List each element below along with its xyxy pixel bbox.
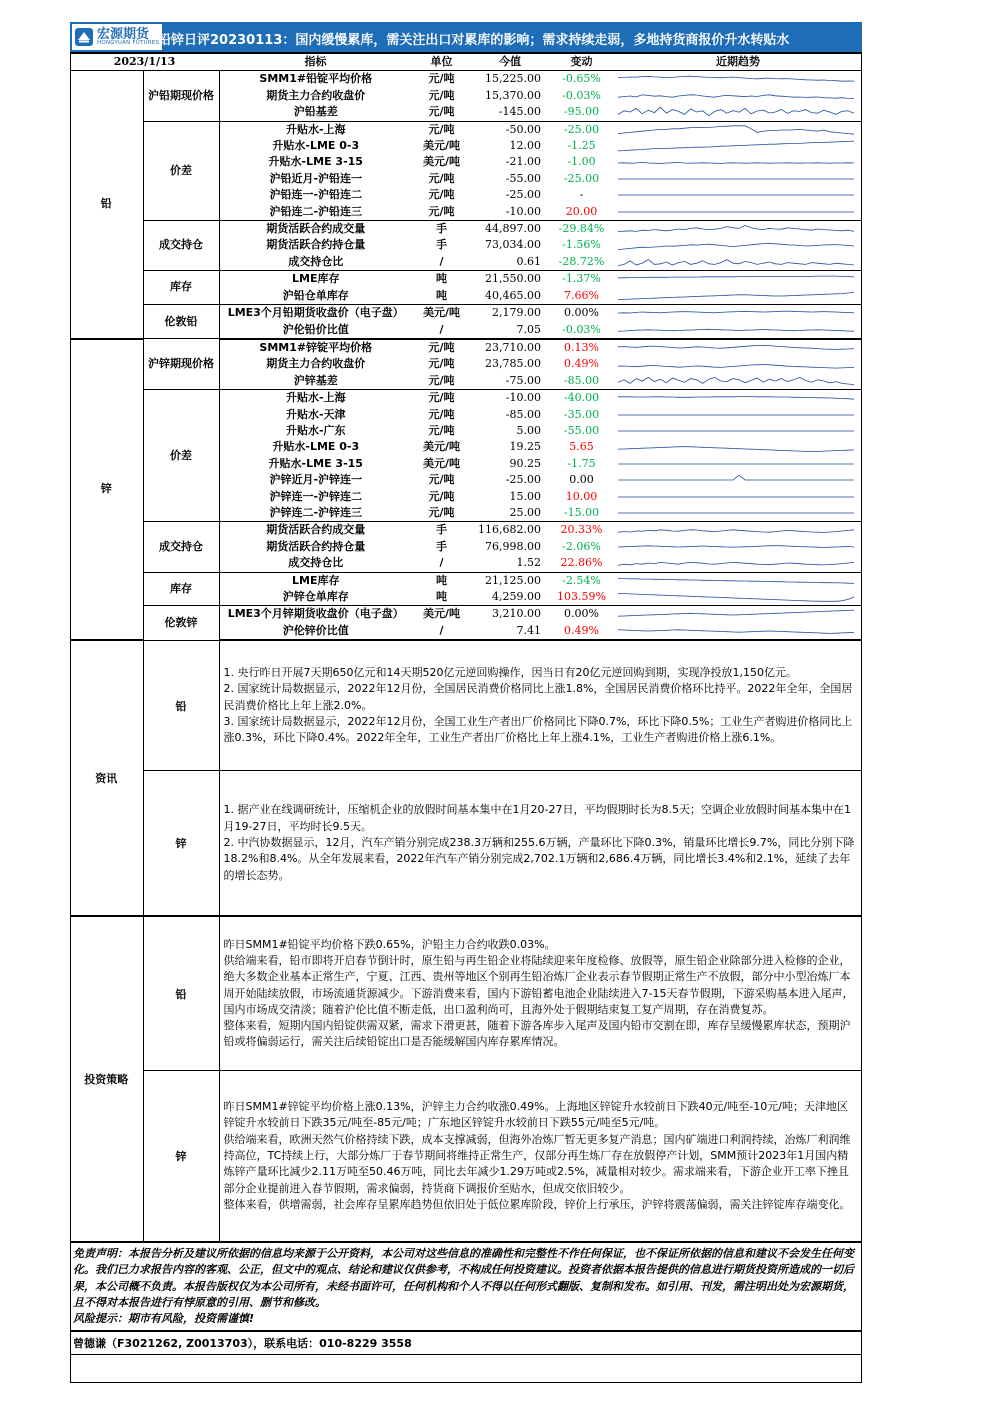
indicator-cell: 沪铅连一-沪铅连二	[269, 188, 363, 202]
change-cell: 0.49%	[564, 357, 599, 371]
value-cell: -85.00	[505, 407, 541, 421]
risk-warning: 风险提示：期市有风险，投资需谨慎!	[73, 1312, 255, 1326]
change-cell: 20.00	[549, 204, 614, 221]
sparkline-path	[618, 277, 854, 279]
value-cell: -75.00	[471, 373, 549, 390]
indicator-cell: 沪铅基差	[219, 104, 412, 121]
indicator-cell: 升贴水-天津	[285, 407, 346, 421]
paragraph: 2. 国家统计局数据显示，2022年12月份，全国居民消费价格同比上涨1.8%，全国居民消费价格环比持平。2022年全年，全国居民消费价格比上年上涨2.0%。	[223, 682, 853, 712]
change-cell: -95.00	[549, 104, 614, 121]
group-label: 库存	[143, 572, 219, 606]
sparkline-path	[618, 529, 854, 532]
contact-row	[70, 1331, 862, 1355]
indicator-cell: 成交持仓比	[219, 555, 412, 572]
sparkline-chart	[614, 305, 858, 321]
trend-sparkline	[614, 138, 862, 154]
sparkline-chart	[614, 472, 858, 488]
sparkline-path	[618, 546, 854, 548]
change-cell: 0.49%	[549, 623, 614, 640]
indicator-cell: 沪铅连二-沪铅连三	[219, 204, 412, 221]
sparkline-path	[618, 630, 854, 634]
indicator-cell: 期货活跃合约持仓量	[266, 238, 366, 252]
info-lead-text	[219, 641, 862, 771]
unit-cell: 美元/吨	[422, 607, 461, 621]
unit-cell: 元/吨	[428, 122, 455, 136]
col-value: 今值	[471, 53, 549, 71]
change-cell: 103.59%	[549, 589, 614, 606]
contact-info: 曾德谦（F3021262, Z0013703），联系电话：010-8229 3558	[70, 1331, 862, 1355]
trend-sparkline	[614, 271, 862, 288]
change-cell: -29.84%	[558, 222, 605, 236]
sparkline-path	[618, 311, 854, 313]
value-cell: 23,785.00	[485, 357, 541, 371]
value-cell: 23,710.00	[485, 340, 541, 354]
company-logo	[72, 24, 162, 50]
trend-sparkline	[614, 71, 862, 88]
change-cell: 0.13%	[564, 340, 599, 354]
sparkline-chart	[614, 322, 858, 338]
logo-mark-icon	[75, 28, 93, 46]
paragraph: 昨日SMM1#锌锭平均价格上涨0.13%，沪锌主力合约收涨0.49%。上海地区锌锭升水较前日下跌40元/吨至-10元/吨；天津地区锌锭升水较前日下跌35元/吨至-85元/吨；广东地区锌锭升水较前日下跌55元/吨至5元/吨。	[223, 1100, 848, 1130]
trend-sparkline	[614, 88, 862, 104]
trend-sparkline	[614, 339, 862, 356]
sparkline-chart	[614, 204, 858, 220]
group-label: 成交持仓	[143, 221, 219, 271]
unit-cell: 手	[436, 523, 447, 537]
sparkline-path	[618, 476, 854, 481]
unit-cell: /	[412, 322, 471, 339]
change-cell: 5.65	[569, 440, 594, 454]
unit-cell: /	[412, 623, 471, 640]
table-row	[70, 572, 862, 589]
trend-sparkline	[614, 305, 862, 322]
indicator-cell: 升贴水-LME 3-15	[268, 155, 363, 169]
indicator-cell: 升贴水-LME 0-3	[272, 440, 360, 454]
value-cell: -10.00	[471, 204, 549, 221]
change-cell: -28.72%	[549, 254, 614, 271]
change-cell: -85.00	[549, 373, 614, 390]
sparkline-chart	[614, 456, 858, 472]
strategy-zinc-row	[70, 1071, 862, 1243]
table-row	[70, 221, 862, 238]
strategy-label: 投资策略	[70, 916, 143, 1242]
disclaimer-text: 免责声明：本报告分析及建议所依据的信息均来源于公开资料，本公司对这些信息的准确性和完整性不作任何保证，也不保证所依据的信息和建议不会发生任何变化。我们已力求报告内容的客观、公正，但文中的观点、结论和建议仅供参考，不构成任何投资建议。投资者依据本报告提供的信息进行期货投资所造成的一切后果，本公司概不负责。本报告版权仅为本公司所有，未经书面许可，任何机构和个人不得以任何形式翻版、复制和发布。如引用、刊发，需注明出处为宏源期货，且不得对本报告进行有悖原意的引用、删节和修改。	[73, 1247, 854, 1309]
sparkline-chart	[614, 104, 858, 120]
unit-cell: 元/吨	[428, 423, 455, 437]
unit-cell: 美元/吨	[422, 440, 461, 454]
sparkline-chart	[614, 523, 858, 539]
paragraph: 2. 中汽协数据显示，12月，汽车产销分别完成238.3万辆和255.6万辆，产量环比下降0.3%，销量环比增长9.7%，同比分别下降18.2%和8.4%。从全年发展来看，2022年汽车产销分别完成2,702.1万辆和2,686.4万辆，同比增长3.4%和2.1%，延续了去年的增长态势。	[223, 836, 855, 882]
indicator-cell: LME3个月锌期货收盘价（电子盘）	[227, 607, 404, 621]
change-cell: 0.00%	[564, 306, 599, 320]
sparkline-chart	[614, 623, 858, 639]
value-cell: 4,259.00	[471, 589, 549, 606]
table-row	[70, 121, 862, 138]
trend-sparkline	[614, 171, 862, 187]
sparkline-chart	[614, 340, 858, 356]
table-row	[70, 390, 862, 407]
unit-cell: 美元/吨	[422, 155, 461, 169]
paragraph: 昨日SMM1#铅锭平均价格下跌0.65%，沪铅主力合约收跌0.03%。	[223, 937, 556, 951]
sparkline-path	[618, 578, 854, 583]
unit-cell: 吨	[436, 272, 447, 286]
trend-sparkline	[614, 606, 862, 623]
unit-cell: 元/吨	[412, 373, 471, 390]
sparkline-path	[618, 95, 854, 99]
date-cell: 2023/1/13	[70, 53, 219, 71]
change-cell: -	[579, 188, 584, 202]
value-cell: -10.00	[505, 391, 541, 405]
value-cell: 40,465.00	[471, 288, 549, 305]
trend-sparkline	[614, 104, 862, 121]
info-zinc-text	[219, 771, 862, 917]
sparkline-chart	[614, 407, 858, 423]
trend-sparkline	[614, 472, 862, 488]
col-unit: 单位	[412, 53, 471, 71]
change-cell: -1.75	[567, 456, 596, 470]
sparkline-chart	[614, 589, 858, 605]
indicator-cell: 沪铅近月-沪铅连一	[269, 171, 363, 185]
value-cell: 1.52	[471, 555, 549, 572]
group-label: 库存	[143, 271, 219, 305]
indicator-cell: SMM1#锌锭平均价格	[259, 340, 373, 354]
table-row	[70, 305, 862, 322]
change-cell: -55.00	[563, 423, 600, 437]
unit-cell: 元/吨	[412, 104, 471, 121]
table-header	[70, 53, 862, 71]
sparkline-path	[618, 329, 854, 331]
unit-cell: 吨	[412, 589, 471, 606]
paragraph: 整体来看，短期内国内铅锭供需双紧，需求下滑更甚，随着下游各库步入尾声及国内铅市交割在即，库存呈缓慢累库状态，预期沪铅或将偏弱运行，需关注后续铅锭出口是否能缓解国内库存累库情况。	[223, 1019, 851, 1049]
col-change: 变动	[549, 53, 614, 71]
col-indicator: 指标	[219, 53, 412, 71]
indicator-cell: LME库存	[292, 272, 340, 286]
unit-cell: /	[412, 254, 471, 271]
value-cell: -145.00	[471, 104, 549, 121]
unit-cell: 美元/吨	[422, 306, 461, 320]
sparkline-chart	[614, 138, 858, 154]
unit-cell: 元/吨	[428, 188, 455, 202]
trend-sparkline	[614, 539, 862, 555]
sparkline-chart	[614, 238, 858, 254]
value-cell: 2,179.00	[492, 306, 541, 320]
sparkline-chart	[614, 187, 858, 203]
trend-sparkline	[614, 505, 862, 522]
trend-sparkline	[614, 221, 862, 238]
value-cell: 3,210.00	[492, 607, 541, 621]
sparkline-path	[618, 141, 854, 151]
unit-cell: 手	[436, 222, 447, 236]
trend-sparkline	[614, 456, 862, 472]
group-label: 价差	[143, 121, 219, 220]
table-row	[70, 71, 862, 88]
value-cell: 73,034.00	[485, 238, 541, 252]
indicator-cell: LME库存	[292, 573, 340, 587]
value-cell: 0.61	[471, 254, 549, 271]
table-row	[70, 522, 862, 539]
sparkline-chart	[614, 122, 858, 138]
indicator-cell: 期货主力合约收盘价	[266, 357, 366, 371]
value-cell: 90.25	[509, 456, 541, 470]
change-cell: 20.33%	[560, 523, 603, 537]
sparkline-chart	[614, 423, 858, 439]
sparkline-path	[618, 346, 854, 350]
info-lead-row	[70, 641, 862, 771]
indicator-cell: 沪锌基差	[219, 373, 412, 390]
trend-sparkline	[614, 204, 862, 221]
unit-cell: 元/吨	[412, 505, 471, 522]
change-cell: -1.25	[567, 139, 596, 153]
unit-cell: 美元/吨	[422, 456, 461, 470]
group-label: 价差	[143, 390, 219, 522]
trend-sparkline	[614, 522, 862, 539]
sparkline-chart	[614, 72, 858, 88]
change-cell: -0.65%	[562, 72, 601, 86]
change-cell: -15.00	[549, 505, 614, 522]
sparkline-path	[618, 162, 854, 163]
change-cell: -1.37%	[562, 272, 601, 286]
indicator-cell: 沪伦锌价比值	[219, 623, 412, 640]
value-cell: 15,225.00	[485, 72, 541, 86]
trend-sparkline	[614, 373, 862, 390]
strategy-zinc-label: 锌	[143, 1071, 219, 1243]
trend-sparkline	[614, 555, 862, 572]
change-cell: -2.54%	[562, 573, 601, 587]
trend-sparkline	[614, 407, 862, 423]
sparkline-chart	[614, 373, 858, 389]
strategy-zinc-text	[219, 1071, 862, 1243]
sparkline-path	[618, 126, 854, 134]
sparkline-path	[618, 226, 854, 232]
trend-sparkline	[614, 423, 862, 439]
unit-cell: 元/吨	[428, 171, 455, 185]
unit-cell: 手	[436, 539, 447, 553]
value-cell: 15,370.00	[485, 88, 541, 102]
strategy-lead-row	[70, 916, 862, 1071]
unit-cell: 吨	[412, 288, 471, 305]
change-cell: -1.00	[567, 155, 596, 169]
strategy-lead-text	[219, 916, 862, 1071]
sparkline-path	[618, 377, 854, 384]
unit-cell: 元/吨	[428, 340, 455, 354]
sparkline-path	[618, 364, 854, 368]
value-cell: 21,550.00	[485, 272, 541, 286]
value-cell: 76,998.00	[485, 539, 541, 553]
change-cell: 10.00	[565, 489, 598, 503]
sparkline-path	[618, 610, 854, 616]
sparkline-chart	[614, 271, 858, 287]
change-cell: 0.00%	[564, 607, 599, 621]
indicator-cell: 期货主力合约收盘价	[266, 88, 366, 102]
trend-sparkline	[614, 623, 862, 640]
value-cell: 44,897.00	[485, 222, 541, 236]
change-cell: 0.00	[569, 473, 594, 487]
sparkline-chart	[614, 573, 858, 589]
info-lead-label: 铅	[143, 641, 219, 771]
sparkline-path	[618, 594, 854, 602]
col-trend: 近期趋势	[614, 53, 862, 71]
indicator-cell: 升贴水-广东	[285, 423, 346, 437]
value-cell: 12.00	[509, 139, 541, 153]
trend-sparkline	[614, 237, 862, 253]
trend-sparkline	[614, 390, 862, 407]
trend-sparkline	[614, 322, 862, 339]
unit-cell: 元/吨	[428, 357, 455, 371]
value-cell: 5.00	[516, 423, 541, 437]
info-zinc-row	[70, 771, 862, 917]
indicator-cell: 期货活跃合约成交量	[266, 222, 366, 236]
logo-cn: 宏源期货	[97, 26, 150, 42]
report-title: 铅锌日评20230113：国内缓慢累库，需关注出口对累库的影响；需求持续走弱，多地持货商报价升水转贴水	[158, 33, 790, 48]
indicator-cell: LME3个月铅期货收盘价（电子盘）	[227, 306, 404, 320]
indicator-cell: 沪锌近月-沪锌连一	[269, 473, 363, 487]
trend-sparkline	[614, 589, 862, 606]
sparkline-chart	[614, 221, 858, 237]
paragraph: 1. 据产业在线调研统计，压缩机企业的放假时间基本集中在1月20-27日，平均假期时长为8.5天；空调企业放假时间基本集中在1月19-27日，平均时长9.5天。	[223, 803, 851, 833]
value-cell: 25.00	[471, 505, 549, 522]
indicator-cell: 沪伦铅价比值	[219, 322, 412, 339]
trend-sparkline	[614, 439, 862, 455]
sparkline-path	[618, 446, 854, 451]
value-cell: 7.05	[471, 322, 549, 339]
sparkline-path	[618, 108, 854, 116]
sparkline-path	[618, 292, 854, 299]
indicator-cell: 升贴水-LME 0-3	[272, 139, 360, 153]
unit-cell: 元/吨	[428, 473, 455, 487]
unit-cell: 元/吨	[428, 391, 455, 405]
sparkline-chart	[614, 607, 858, 623]
value-cell: 15.00	[509, 489, 541, 503]
trend-sparkline	[614, 489, 862, 505]
group-label: 沪锌期现价格	[143, 339, 219, 390]
group-label: 伦敦锌	[143, 606, 219, 640]
change-cell: -25.00	[563, 122, 600, 136]
value-cell: -21.00	[505, 155, 541, 169]
indicator-cell: 期货活跃合约持仓量	[266, 539, 366, 553]
value-cell: 21,125.00	[485, 573, 541, 587]
trend-sparkline	[614, 572, 862, 589]
change-cell: -0.03%	[562, 88, 601, 102]
indicator-cell: 沪铅仓单库存	[219, 288, 412, 305]
change-cell: -40.00	[563, 391, 600, 405]
change-cell: 7.66%	[549, 288, 614, 305]
table-row	[70, 271, 862, 288]
change-cell: -1.56%	[562, 238, 601, 252]
unit-cell: 美元/吨	[422, 139, 461, 153]
paragraph: 1. 央行昨日开展7天期650亿元和14天期520亿元逆回购操作，因当日有20亿元逆回购到期，实现净投放1,150亿元。	[223, 665, 797, 679]
sparkline-chart	[614, 440, 858, 456]
value-cell: -50.00	[505, 122, 541, 136]
value-cell: -55.00	[505, 171, 541, 185]
unit-cell: 元/吨	[412, 204, 471, 221]
value-cell: 19.25	[509, 440, 541, 454]
unit-cell: 吨	[436, 573, 447, 587]
sparkline-chart	[614, 505, 858, 521]
indicator-cell: 成交持仓比	[219, 254, 412, 271]
change-cell: 22.86%	[549, 555, 614, 572]
paragraph: 3. 国家统计局数据显示，2022年12月份，全国工业生产者出厂价格同比下降0.7%，环比下降0.5%；工业生产者购进价格同比上涨0.3%，环比下降0.4%。2022年全年，工业生产者出厂价格比上年上涨4.1%，工业生产者购进价格上涨6.1%。	[223, 714, 853, 745]
value-cell: -25.00	[505, 188, 541, 202]
sparkline-chart	[614, 357, 858, 373]
table-row	[70, 339, 862, 356]
sparkline-chart	[614, 88, 858, 104]
disclaimer-row	[70, 1242, 862, 1331]
sparkline-path	[618, 243, 854, 249]
change-cell: -25.00	[563, 171, 600, 185]
sparkline-chart	[614, 489, 858, 505]
unit-cell: 手	[436, 238, 447, 252]
section-label: 锌	[70, 339, 143, 640]
report-page	[70, 22, 862, 1355]
value-cell: -25.00	[505, 473, 541, 487]
unit-cell: 元/吨	[428, 72, 455, 86]
value-cell: 7.41	[471, 623, 549, 640]
sparkline-path	[618, 76, 854, 81]
sparkline-chart	[614, 171, 858, 187]
indicator-cell: 沪锌连二-沪锌连三	[219, 505, 412, 522]
sparkline-chart	[614, 288, 858, 304]
indicator-cell: 沪锌连一-沪锌连二	[269, 489, 363, 503]
trend-sparkline	[614, 121, 862, 138]
unit-cell: 元/吨	[428, 88, 455, 102]
sparkline-path	[618, 563, 854, 566]
paragraph: 供给端来看，欧洲天然气价格持续下跌，成本支撑减弱，但海外冶炼厂暂无更多复产消息；国内矿端进口利润持续，冶炼厂利润维持高位，TC持续上行，大部分炼厂于春节期间将维持正常生产，仅部分再生炼厂存在放假停产计划，SMM预计2023年1月国内精炼锌产量环比减少2.11万吨至50.46万吨，同比去年减少1.29万吨或2.5%，减量相对较少。需求端来看，下游企业开工率下挫且部分企业提前进入春节假期，需求偏弱，持货商下调报价至贴水，但成交依旧较少。	[223, 1132, 851, 1195]
info-zinc-label: 锌	[143, 771, 219, 917]
value-cell: 116,682.00	[478, 523, 541, 537]
logo-en: HONGYUAN FUTURES	[97, 39, 160, 46]
trend-sparkline	[614, 254, 862, 271]
group-label: 成交持仓	[143, 522, 219, 572]
strategy-lead-label: 铅	[143, 916, 219, 1071]
unit-cell: 元/吨	[428, 407, 455, 421]
data-table	[70, 52, 862, 641]
trend-sparkline	[614, 187, 862, 203]
info-label: 资讯	[70, 641, 143, 916]
indicator-cell: 升贴水-LME 3-15	[268, 456, 363, 470]
trend-sparkline	[614, 154, 862, 170]
sparkline-chart	[614, 390, 858, 406]
group-label: 伦敦铅	[143, 305, 219, 339]
sparkline-path	[618, 260, 854, 266]
info-table	[70, 641, 862, 1355]
indicator-cell: 沪锌仓单库存	[219, 589, 412, 606]
sparkline-chart	[614, 539, 858, 555]
paragraph: 供给端来看，铅市即将开启春节倒计时，原生铅与再生铅企业将陆续迎来年度检修、放假等，原生铅企业除部分进入检修的企业，绝大多数企业基本正常生产，宁夏、江西、贵州等地区个别再生铅冶炼厂企业表示春节假期正常生产不放假，部分中小型冶炼厂本周开始陆续放假，市场流通货源减少。下游消费来看，国内下游铅蓄电池企业陆续进入7-15天春节假期，下游采购基本进入尾声，国内市场成交清淡；随着沪伦比值不断走低，出口盈利尚可，且海外处于假期结束复工复产周期，存在消费复苏。	[223, 953, 854, 1016]
trend-sparkline	[614, 288, 862, 305]
sparkline-chart	[614, 155, 858, 171]
sparkline-chart	[614, 555, 858, 571]
sparkline-path	[618, 397, 854, 400]
change-cell: -35.00	[563, 407, 600, 421]
unit-cell: /	[412, 555, 471, 572]
indicator-cell: 升贴水-上海	[285, 122, 346, 136]
indicator-cell: 期货活跃合约成交量	[266, 523, 366, 537]
trend-sparkline	[614, 356, 862, 372]
change-cell: -2.06%	[562, 539, 601, 553]
section-label: 铅	[70, 71, 143, 339]
indicator-cell: 升贴水-上海	[285, 391, 346, 405]
group-label: 沪铅期现价格	[143, 71, 219, 121]
table-row	[70, 606, 862, 623]
unit-cell: 元/吨	[428, 489, 455, 503]
indicator-cell: SMM1#铅锭平均价格	[259, 72, 373, 86]
sparkline-chart	[614, 254, 858, 270]
disclaimer	[70, 1242, 862, 1331]
title-bar	[70, 22, 862, 52]
paragraph: 整体来看，供增需弱，社会库存呈累库趋势但依旧处于低位累库阶段，锌价上行承压，沪锌将震荡偏弱，需关注锌锭库存端变化。	[223, 1197, 851, 1211]
change-cell: -0.03%	[549, 322, 614, 339]
